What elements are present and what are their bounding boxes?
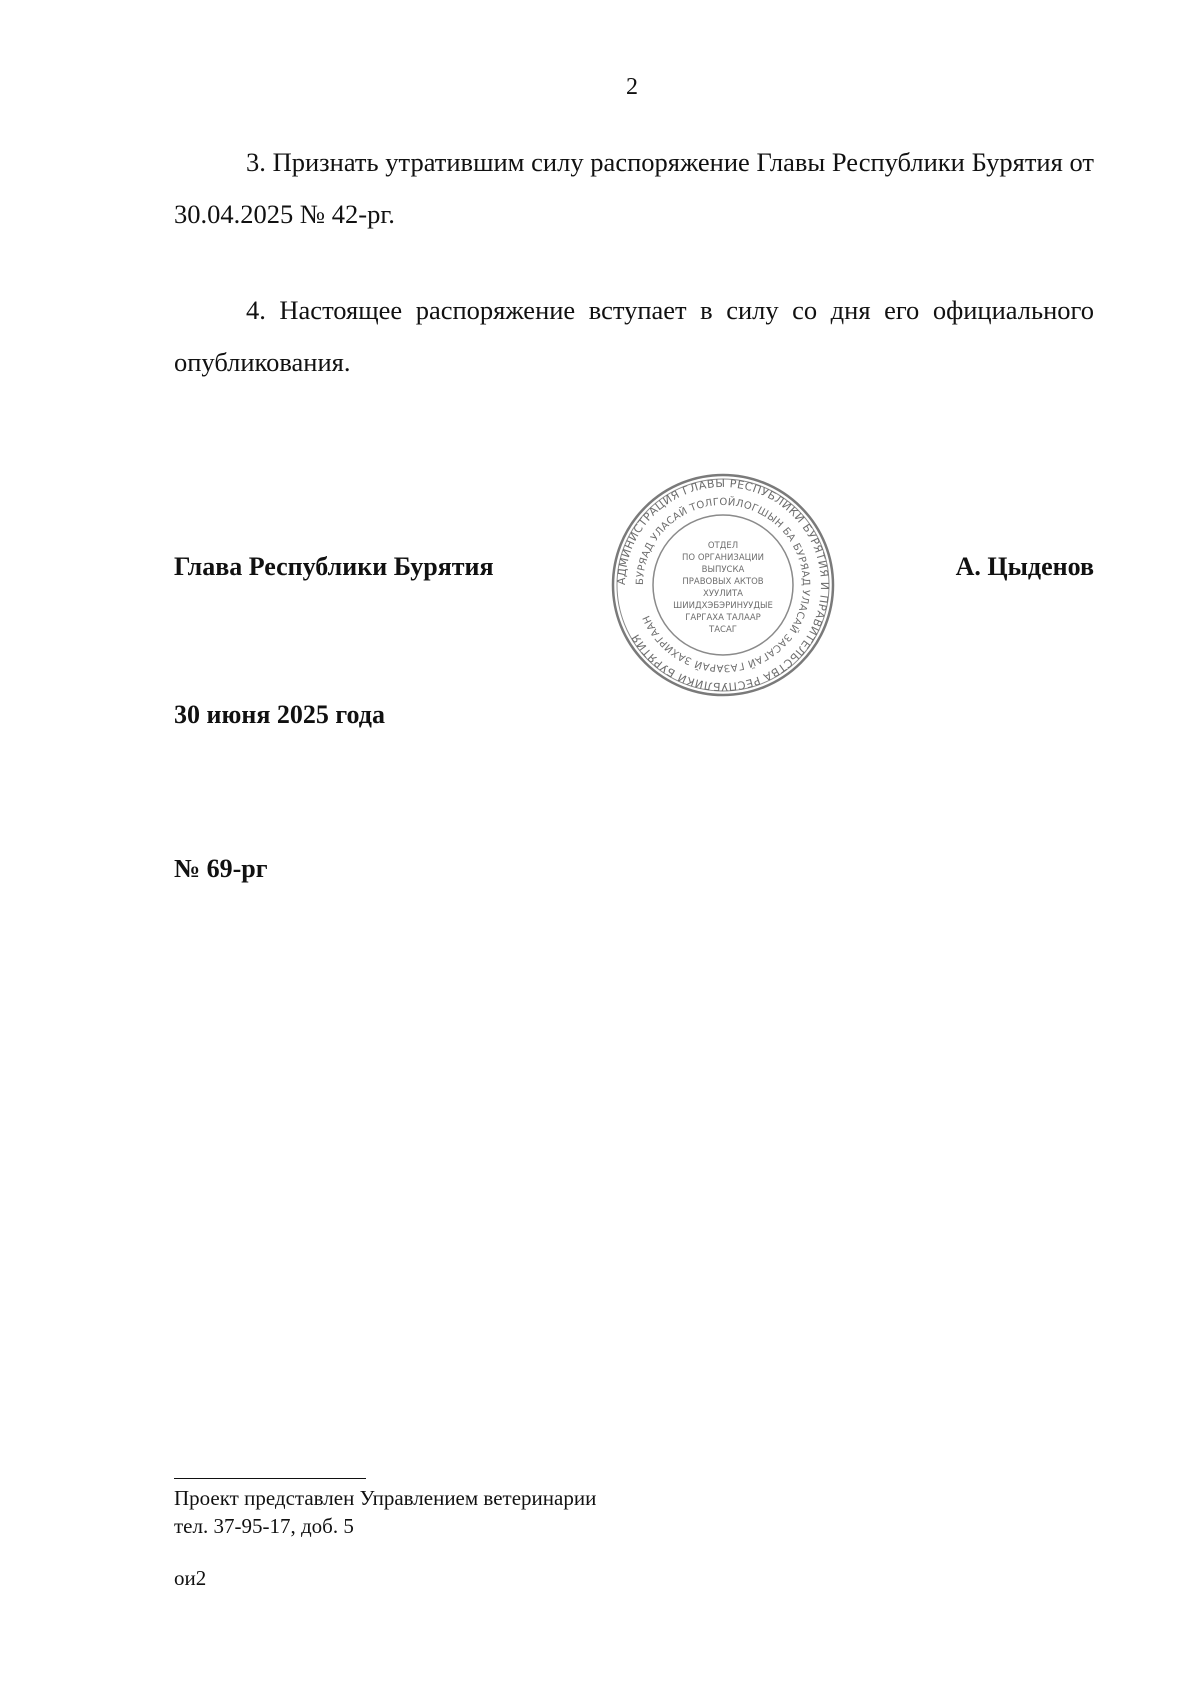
footnote-line-2: тел. 37-95-17, доб. 5 [174, 1514, 354, 1538]
footnote-divider [174, 1478, 366, 1479]
seal-center-line: ОТДЕЛ [707, 541, 739, 551]
seal-center-line: ПО ОРГАНИЗАЦИИ [682, 553, 764, 563]
signatory-name: А. Цыденов [955, 552, 1094, 581]
seal-center-line: ВЫПУСКА [701, 565, 745, 575]
seal-outer-text: АДМИНИСТРАЦИЯ ГЛАВЫ РЕСПУБЛИКИ БУРЯТИЯ И ПРАВИТЕЛЬСТВА РЕСПУБЛИКИ БУРЯТИЯ [614, 476, 832, 694]
seal-center-line: ХУУЛИТА [703, 589, 743, 599]
document-number: № 69-рг [174, 854, 268, 883]
seal-inner-text: БУРЯАД УЛАСАЙ ТОЛГОЙЛОГШЫН БА БУРЯАД УЛАСАЙ ЗАСАГАЙ ГАЗАРАЙ ЗАХИРГААН [634, 496, 812, 674]
paragraph-4: 4. Настоящее распоряжение вступает в силу со дня его официального опубликования. [174, 295, 1094, 377]
seal-center-line: ШИИДХЭБЭРИНУУДЫЕ [673, 601, 773, 611]
paragraph-3: 3. Признать утратившим силу распоряжение Главы Республики Бурятия от 30.04.2025 № 42-рг. [174, 147, 1094, 229]
signatory-position: Глава Республики Бурятия [174, 552, 494, 581]
page-number: 2 [626, 74, 638, 100]
seal-center-line: ГАРГАХА ТАЛААР [685, 613, 761, 623]
seal-center-line: ПРАВОВЫХ АКТОВ [682, 577, 764, 587]
seal-center-line: ТАСАГ [709, 625, 737, 635]
footnote [174, 1484, 596, 1540]
footnote-line-1: Проект представлен Управлением ветеринарии [174, 1486, 597, 1510]
document-date: 30 июня 2025 года [174, 700, 385, 729]
official-seal [608, 470, 838, 700]
document-code: ои2 [174, 1566, 207, 1590]
